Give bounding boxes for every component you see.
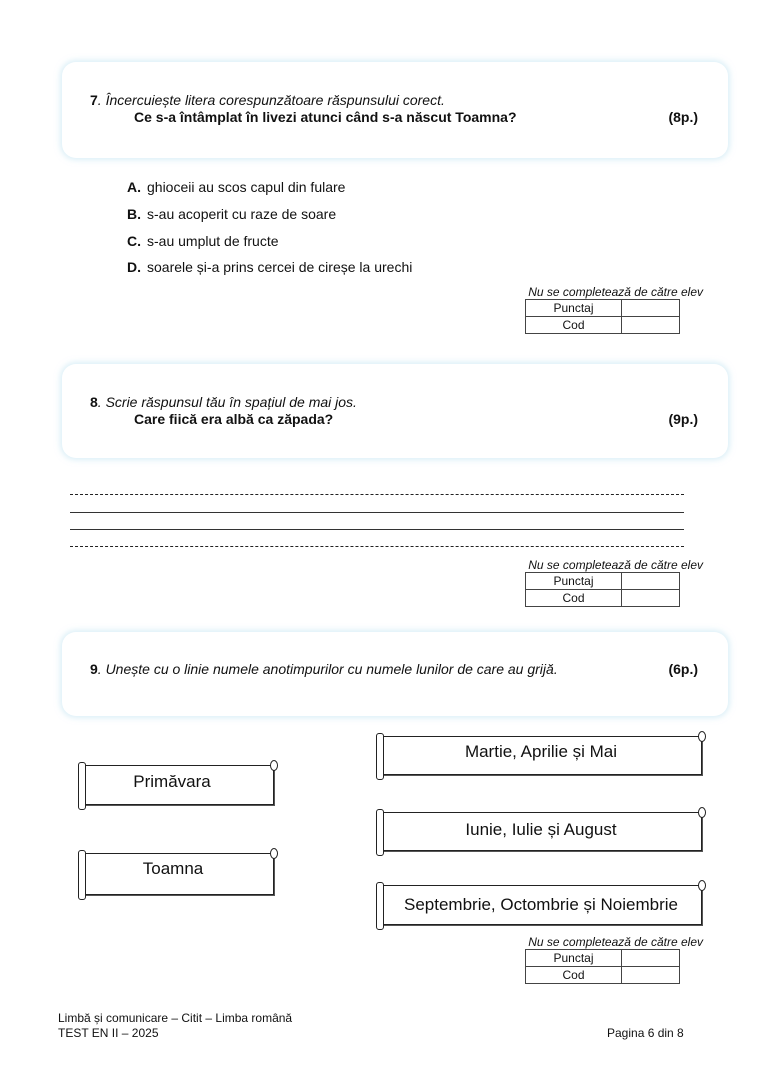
punctaj-label: Punctaj <box>526 300 622 317</box>
scroll-curl-icon <box>376 809 384 856</box>
grading-table <box>525 299 680 334</box>
question-7-instruction: 7. Încercuiește litera corespunzătoare răspunsului corect. <box>90 92 445 108</box>
grading-note: Nu se completează de către elev <box>528 935 703 949</box>
season-label: Primăvara <box>133 772 211 791</box>
scroll-curl-icon <box>376 733 384 780</box>
months-label: Iunie, Iulie și August <box>465 819 617 839</box>
months-scroll-spring[interactable] <box>380 736 702 775</box>
punctaj-cell <box>622 573 680 590</box>
months-scroll-summer[interactable] <box>380 812 702 851</box>
grading-note: Nu se completează de către elev <box>528 558 703 572</box>
grading-note: Nu se completează de către elev <box>528 285 703 299</box>
question-8-text: Care fiică era albă ca zăpada? <box>134 411 334 427</box>
cod-label: Cod <box>526 590 622 607</box>
grading-box-q7 <box>505 285 705 334</box>
answer-line-2[interactable] <box>70 512 684 513</box>
scroll-curl-icon <box>698 807 706 818</box>
footer-subject: Limbă și comunicare – Citit – Limba română <box>58 1011 293 1025</box>
punctaj-label: Punctaj <box>526 950 622 967</box>
answer-line-3[interactable] <box>70 529 684 530</box>
scroll-curl-icon <box>698 731 706 742</box>
cod-label: Cod <box>526 967 622 984</box>
grading-table <box>525 949 680 984</box>
months-label: Septembrie, Octombrie și Noiembrie <box>404 895 678 914</box>
cod-cell <box>622 967 680 984</box>
question-7-text: Ce s-a întâmplat în livezi atunci când s-a născut Toamna? <box>134 109 517 125</box>
season-scroll-primavara[interactable] <box>82 765 274 805</box>
answer-line-4[interactable] <box>70 546 684 547</box>
question-7-points: (8p.) <box>668 109 698 125</box>
scroll-curl-icon <box>376 882 384 930</box>
grading-box-q9 <box>505 935 705 984</box>
season-label: Toamna <box>142 859 204 878</box>
months-scroll-autumn[interactable] <box>380 885 702 925</box>
punctaj-cell <box>622 300 680 317</box>
grading-table <box>525 572 680 607</box>
scroll-curl-icon <box>270 760 278 771</box>
question-7-box <box>62 62 728 158</box>
season-scroll-toamna[interactable] <box>82 853 274 895</box>
footer-test: TEST EN II – 2025 <box>58 1026 159 1040</box>
scroll-curl-icon <box>78 850 86 900</box>
question-8-box <box>62 364 728 458</box>
scroll-curl-icon <box>698 880 706 891</box>
punctaj-cell <box>622 950 680 967</box>
cod-cell <box>622 590 680 607</box>
cod-label: Cod <box>526 317 622 334</box>
cod-cell <box>622 317 680 334</box>
answer-line-1[interactable] <box>70 494 684 495</box>
question-9-points: (6p.) <box>668 661 698 677</box>
option-b[interactable]: B. s-au acoperit cu raze de soare <box>127 206 337 222</box>
question-9-box <box>62 632 728 716</box>
question-8-instruction: 8. Scrie răspunsul tău în spațiul de mai jos. <box>90 394 357 410</box>
scroll-curl-icon <box>78 762 86 810</box>
punctaj-label: Punctaj <box>526 573 622 590</box>
option-d[interactable]: D. soarele și-a prins cercei de cireșe la urechi <box>127 259 413 275</box>
question-8-points: (9p.) <box>668 411 698 427</box>
footer-page: Pagina 6 din 8 <box>607 1026 684 1040</box>
question-9-instruction: 9. Unește cu o linie numele anotimpurilor cu numele lunilor de care au grijă. <box>90 661 558 677</box>
option-a[interactable]: A. ghioceii au scos capul din fulare <box>127 179 346 195</box>
option-c[interactable]: C. s-au umplut de fructe <box>127 233 279 249</box>
grading-box-q8 <box>505 558 705 607</box>
months-label: Martie, Aprilie și Mai <box>464 741 618 761</box>
scroll-curl-icon <box>270 848 278 859</box>
